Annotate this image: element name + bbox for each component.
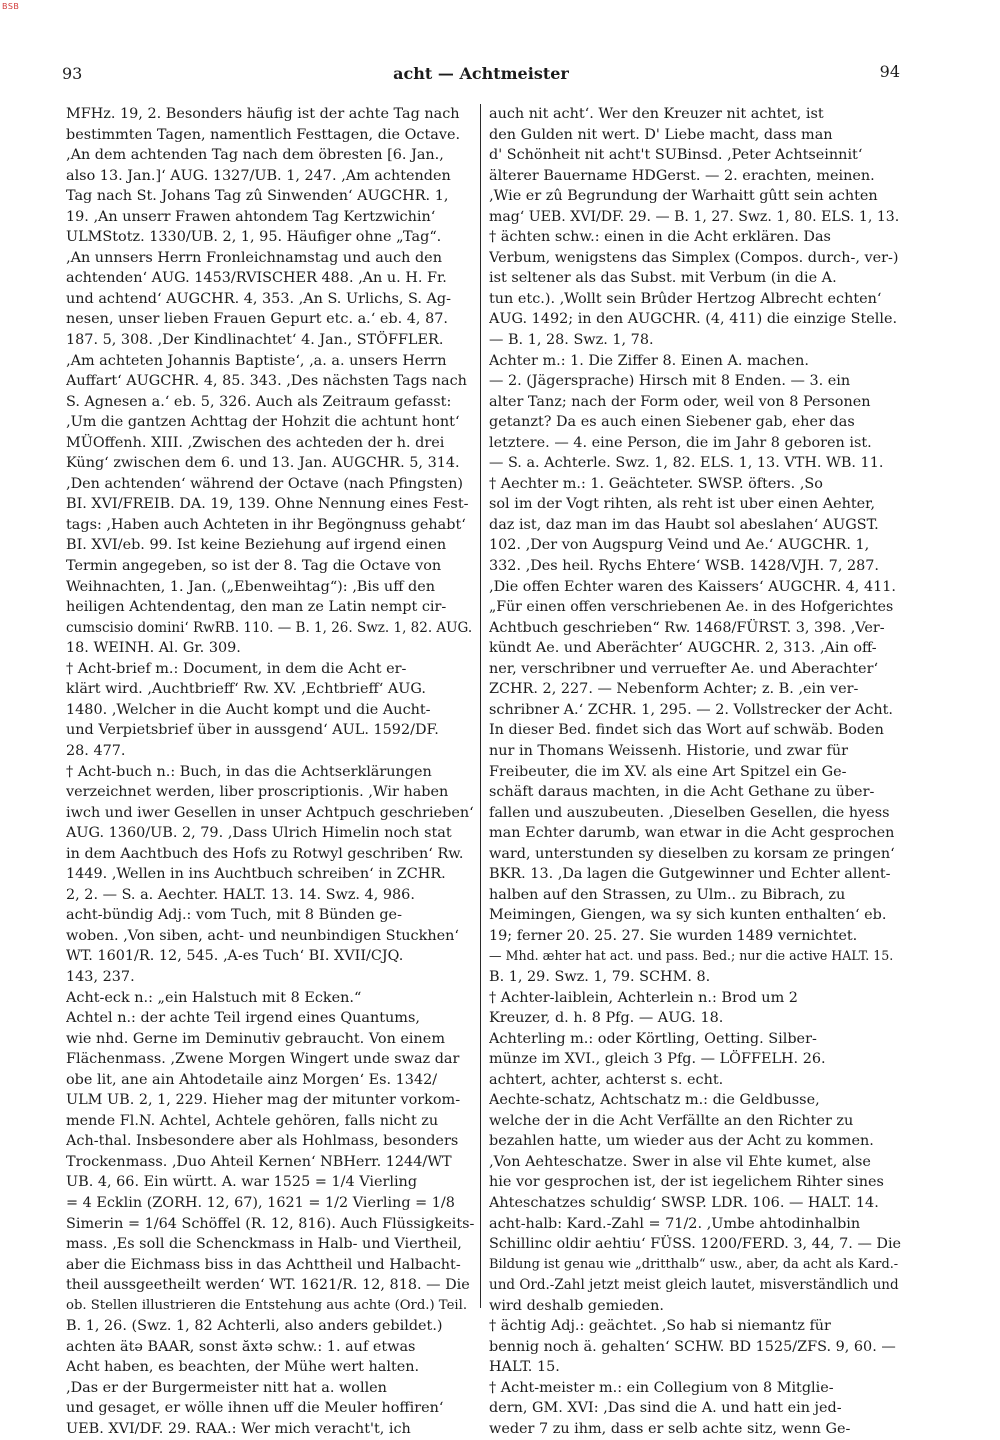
text-line: ‚Die offen Echter waren des Kaissers‘ AUGCHR. 4, 411. [489, 578, 896, 595]
text-line: ist seltener als das Subst. mit Verbum (in die A. [489, 270, 837, 287]
text-line: HALT. 15. [489, 1359, 560, 1376]
text-line: woben. ‚Von siben, acht- und neunbindigen Stuckhen‘ [66, 927, 459, 944]
text-line: und Verpietsbrief über in aussgend‘ AUL. 1592/DF. [66, 722, 439, 739]
text-line: ‚An unnsers Herrn Fronleichnamstag und auch den [66, 249, 442, 266]
text-line: B. 1, 26. (Swz. 1, 82 Achterli, also anders gebildet.) [66, 1318, 443, 1335]
text-line: verzeichnet werden, liber proscriptionis. ‚Wir haben [66, 784, 449, 801]
text-line: ZCHR. 2, 227. — Nebenform Achter; z. B. ‚ein ver- [489, 681, 859, 698]
text-line: schribner A.‘ ZCHR. 1, 295. — 2. Vollstrecker der Acht. [489, 701, 894, 718]
text-line: S. Agnesen a.‘ eb. 5, 326. Auch als Zeitraum gefasst: [66, 393, 452, 410]
text-line: † Acht-buch n.: Buch, in das die Achtserklärungen [66, 763, 432, 780]
text-line: Schillinc oldir aehtiu‘ FÜSS. 1200/FERD. 3, 44, 7. — Die [489, 1236, 901, 1253]
text-line: Kreuzer, d. h. 8 Pfg. — AUG. 18. [489, 1010, 724, 1027]
text-line: wie nhd. Gerne im Deminutiv gebraucht. Von einem [66, 1030, 445, 1047]
text-line: † Achter-laiblein, Achterlein n.: Brod um 2 [489, 989, 798, 1006]
text-line: UEB. XVI/DF. 29. RAA.: Wer mich veracht't, ich [66, 1421, 411, 1437]
text-line: münze im XVI., gleich 3 Pfg. — LÖFFELH. 26. [489, 1051, 826, 1068]
text-line: AUG. 1360/UB. 2, 79. ‚Dass Ulrich Himelin noch stat [66, 825, 452, 842]
text-line: aber die Eichmass biss in das Achttheil und Halbacht- [66, 1256, 461, 1273]
text-line: UB. 4, 66. Ein württ. A. war 1525 = 1/4 Vierling [66, 1174, 418, 1191]
text-line: MFHz. 19, 2. Besonders häufig ist der achte Tag nach [66, 106, 460, 122]
text-line: B. 1, 29. Swz. 1, 79. SCHM. 8. [489, 968, 711, 985]
text-line: mass. ‚Es soll die Schenckmass in Halb- und Viertheil, [66, 1236, 462, 1253]
text-line: † ächten schw.: einen in die Acht erklären. Das [489, 229, 831, 246]
text-line: BI. XVI/FREIB. DA. 19, 139. Ohne Nennung eines Fest- [66, 496, 469, 513]
text-line: acht-bündig Adj.: vom Tuch, mit 8 Bünden ge- [66, 907, 402, 924]
text-line: WT. 1601/R. 12, 545. ‚A-es Tuch‘ BI. XVII/CJQ. [66, 948, 404, 965]
text-line: Termin angegeben, so ist der 8. Tag die Octave von [66, 558, 442, 575]
text-line: tun etc.). ‚Wollt sein Brûder Hertzog Albrecht echten‘ [489, 290, 882, 307]
text-line: = 4 Ecklin (ZORH. 12, 67), 1621 = 1/2 Vierling = 1/8 [66, 1194, 455, 1211]
text-line: mag‘ UEB. XVI/DF. 29. — B. 1, 27. Swz. 1, 80. ELS. 1, 13. [489, 208, 900, 225]
text-line: kündt Ae. und Aberächter‘ AUGCHR. 2, 313. ‚Ain off- [489, 640, 877, 657]
text-line: ‚Den achtenden‘ während der Octave (nach Pfingsten) [66, 475, 464, 492]
text-line: — Mhd. æhter hat act. und pass. Bed.; nur die active HALT. 15. [489, 948, 894, 964]
column-divider [480, 104, 481, 1308]
text-line: 19; ferner 20. 25. 27. Sie wurden 1489 vernichtet. [489, 927, 858, 944]
text-line: halben auf den Strassen, zu Ulm.. zu Bibrach, zu [489, 886, 846, 903]
running-title: acht — Achtmeister [393, 64, 569, 83]
text-line: ‚An dem achtenden Tag nach dem öbresten [6. Jan., [66, 147, 444, 164]
text-line: theil aussgeetheilt werden‘ WT. 1621/R. 12, 818. — Die [66, 1277, 470, 1294]
text-line: achten ätə BAAR, sonst ăxtə schw.: 1. auf etwas [66, 1338, 416, 1355]
text-line: bestimmten Tagen, namentlich Festtagen, die Octave. [66, 126, 461, 143]
text-line: † Aechter m.: 1. Geächteter. SWSP. öfters. ‚So [489, 475, 823, 492]
page-number-right: 94 [879, 62, 900, 81]
text-line: Ahteschatzes schuldig‘ SWSP. LDR. 106. — HALT. 14. [489, 1194, 879, 1211]
text-line: ‚Das er der Burgermeister nitt hat a. wollen [66, 1379, 387, 1396]
text-line: AUG. 1492; in den AUGCHR. (4, 411) die einzige Stelle. [489, 311, 898, 328]
text-line: „Für einen offen verschriebenen Ae. in des Hofgerichtes [489, 599, 894, 616]
text-line: ob. Stellen illustrieren die Entstehung aus achte (Ord.) Teil. [66, 1297, 468, 1313]
text-line: dern, GM. XVI: ‚Das sind die A. und hatt ein jed- [489, 1400, 842, 1417]
text-line: Achterling m.: oder Körtling, Oetting. Silber- [489, 1030, 817, 1047]
text-line: ULM UB. 2, 1, 229. Hieher mag der mitunter vorkom- [66, 1092, 461, 1109]
text-line: ner, verschribner und verruefter Ae. und Aberachter‘ [489, 660, 879, 677]
text-line: Ach-thal. Insbesondere aber als Hohlmass, besonders [66, 1133, 459, 1150]
text-line: bezahlen hatte, um wieder aus der Acht zu kommen. [489, 1133, 874, 1150]
text-line: mende Fl.N. Achtel, Achtele gehören, falls nicht zu [66, 1112, 439, 1129]
text-line: ‚Um die gantzen Achttag der Hohzit die achtunt hont‘ [66, 414, 460, 431]
text-line: letztere. — 4. eine Person, die im Jahr 8 geboren ist. [489, 434, 872, 451]
text-line: 332. ‚Des heil. Rychs Ehtere‘ WSB. 1428/VJH. 7, 287. [489, 558, 880, 575]
text-line: ward, unterstunden sy dieselben zu korsam ze pringen‘ [489, 845, 895, 862]
text-line: Acht haben, es beachten, der Mühe wert halten. [66, 1359, 420, 1376]
text-line: obe lit, ane ain Ahtodetaile ainz Morgen‘ Es. 1342/ [66, 1071, 438, 1088]
text-line: alter Tanz; nach der Form oder, weil von 8 Personen [489, 393, 871, 410]
text-line: Weihnachten, 1. Jan. („Ebenweihtag“): ‚Bis uff den [66, 578, 435, 595]
text-line: getanzt? Da es auch einen Siebener gab, eher das [489, 414, 855, 431]
text-line: sol im der Vogt rihten, als reht ist uber einen Aehter, [489, 496, 876, 513]
text-line: Freibeuter, die im XV. als eine Art Spitzel ein Ge- [489, 763, 847, 780]
text-line: hie vor gesprochen ist, der ist iegelichem Rihter sines [489, 1174, 884, 1191]
text-line: ‚Am achteten Johannis Baptiste‘, ‚a. a. unsers Herrn [66, 352, 447, 369]
page-header [62, 62, 900, 86]
text-line: 1449. ‚Wellen in ins Auchtbuch schreiben‘ in ZCHR. [66, 866, 446, 883]
text-line: den Gulden nit wert. D' Liebe macht, dass man [489, 126, 833, 143]
text-line: 2, 2. — S. a. Aechter. HALT. 13. 14. Swz. 4, 986. [66, 886, 415, 903]
text-line: und gesaget, er wölle ihnen uff die Meuler hoffiren‘ [66, 1400, 444, 1417]
text-line: MÜOffenh. XIII. ‚Zwischen des achteden der h. drei [66, 434, 445, 451]
text-line: wird deshalb gemieden. [489, 1297, 664, 1314]
text-line: also 13. Jan.]‘ AUG. 1327/UB. 1, 247. ‚Am achtenden [66, 167, 451, 184]
text-line: ‚Von Aehteschatze. Swer in alse vil Ehte kumet, alse [489, 1153, 871, 1170]
text-line: weder 7 zu ihm, dass er selb achte sitz, wenn Ge- [489, 1421, 851, 1437]
left-column [66, 104, 474, 1440]
text-line: und Ord.-Zahl jetzt meist gleich lautet, misverständlich und [489, 1277, 899, 1294]
text-line: Flächenmass. ‚Zwene Morgen Wingert unde swaz dar [66, 1051, 460, 1068]
text-line: Achtbuch geschrieben“ Rw. 1468/FÜRST. 3, 398. ‚Ver- [489, 619, 885, 636]
text-line: 18. WEINH. Al. Gr. 309. [66, 640, 241, 657]
text-line: cumscisio domini‘ RwRB. 110. — B. 1, 26. Swz. 1, 82. AUG. [66, 619, 473, 636]
text-line: bennig noch ä. gehalten‘ SCHW. BD 1525/ZFS. 9, 60. — [489, 1338, 896, 1355]
text-line: 102. ‚Der von Augspurg Veind und Ae.‘ AUGCHR. 1, [489, 537, 870, 554]
text-line: achtenden‘ AUG. 1453/RVISCHER 488. ‚An u. H. Fr. [66, 270, 447, 287]
text-line: Meimingen, Giengen, wa sy sich kunten enthalten‘ eb. [489, 907, 887, 924]
text-line: d' Schönheit nit acht't SUBinsd. ‚Peter Achtseinnit‘ [489, 147, 863, 164]
text-line: Trockenmass. ‚Duo Ahteil Kernen‘ NBHerr. 1244/WT [66, 1153, 452, 1170]
text-line: Bildung ist genau wie „dritthalb“ usw., aber, da acht als Kard.- [489, 1256, 899, 1272]
right-column [489, 104, 901, 1440]
text-line: — 2. (Jägersprache) Hirsch mit 8 Enden. — 3. ein [489, 373, 851, 390]
text-line: ULMStotz. 1330/UB. 2, 1, 95. Häufiger ohne „Tag“. [66, 229, 442, 246]
text-line: † Acht-brief m.: Document, in dem die Acht er- [66, 660, 407, 677]
text-line: iwch und iwer Gesellen in unser Achtpuch geschrieben‘ [66, 804, 474, 821]
text-line: tags: ‚Haben auch Achteten in ihr Begöngnuss gehabt‘ [66, 516, 466, 533]
text-line: — S. a. Achterle. Swz. 1, 82. ELS. 1, 13. VTH. WB. 11. [489, 455, 884, 472]
text-line: ‚Wie er zû Begrundung der Warhaitt gûtt sein achten [489, 188, 878, 205]
text-line: in dem Aachtbuch des Hofs zu Rotwyl geschriben‘ Rw. [66, 845, 464, 862]
text-line: schäft daraus machten, in die Acht Gethane zu über- [489, 784, 875, 801]
text-line: nur in Thomans Weissenh. Historie, und zwar für [489, 742, 848, 759]
text-line: 28. 477. [66, 742, 126, 759]
text-line: Acht-eck n.: „ein Halstuch mit 8 Ecken.“ [66, 989, 362, 1006]
library-stamp: BSB [2, 2, 20, 11]
text-line: Achter m.: 1. Die Ziffer 8. Einen A. machen. [489, 352, 809, 369]
text-line: und achtend‘ AUGCHR. 4, 353. ‚An S. Urlichs, S. Ag- [66, 290, 451, 307]
text-line: 19. ‚An unserr Frawen ahtondem Tag Kertzwichin‘ [66, 208, 436, 225]
text-line: heiligen Achtendentag, den man ze Latin nempt cir- [66, 599, 447, 616]
text-line: Auffart‘ AUGCHR. 4, 85. 343. ‚Des nächsten Tags nach [66, 373, 467, 390]
text-line: — B. 1, 28. Swz. 1, 78. [489, 332, 654, 349]
text-line: † ächtig Adj.: geächtet. ‚So hab si niemantz für [489, 1318, 831, 1335]
text-line: Aechte-schatz, Achtschatz m.: die Geldbusse, [489, 1092, 820, 1109]
text-line: Verbum, wenigstens das Simplex (Compos. durch-, ver-) [489, 249, 899, 266]
text-line: 187. 5, 308. ‚Der Kindlinachtet‘ 4. Jan., STÖFFLER. [66, 332, 444, 349]
text-line: 143, 237. [66, 968, 135, 985]
text-line: klärt wird. ‚Auchtbrieff‘ Rw. XV. ‚Echtbrieff‘ AUG. [66, 681, 426, 698]
text-line: welche der in die Acht Verfällte an den Richter zu [489, 1112, 854, 1129]
text-line: † Acht-meister m.: ein Collegium von 8 Mitglie- [489, 1379, 834, 1396]
text-line: Achtel n.: der achte Teil irgend eines Quantums, [66, 1010, 420, 1027]
text-line: In dieser Bed. findet sich das Wort auf schwäb. Boden [489, 722, 884, 739]
text-line: BI. XVI/eb. 99. Ist keine Beziehung auf irgend einen [66, 537, 447, 554]
text-line: daz ist, daz man im das Haubt sol abeslahen‘ AUGST. [489, 516, 879, 533]
text-line: achtert, achter, achterst s. echt. [489, 1071, 724, 1088]
page-number-left: 93 [62, 64, 83, 83]
text-line: BKR. 13. ‚Da lagen die Gutgewinner und Echter allent- [489, 866, 891, 883]
text-line: Tag nach St. Johans Tag zû Sinwenden‘ AUGCHR. 1, [66, 188, 449, 205]
text-line: auch nit acht‘. Wer den Kreuzer nit achtet, ist [489, 106, 824, 122]
text-line: Simerin = 1/64 Schöffel (R. 12, 816). Auch Flüssigkeits- [66, 1215, 474, 1232]
text-line: nesen, unser lieben Frauen Gepurt etc. a.‘ eb. 4, 87. [66, 311, 448, 328]
text-line: Küng‘ zwischen dem 6. und 13. Jan. AUGCHR. 5, 314. [66, 455, 460, 472]
text-line: fallen und auszubeuten. ‚Dieselben Gesellen, die hyess [489, 804, 890, 821]
text-line: älterer Bauername HDGerst. — 2. erachten, meinen. [489, 167, 875, 184]
text-line: man Echter darumb, wan etwar in die Acht gesprochen [489, 825, 895, 842]
text-line: acht-halb: Kard.-Zahl = 71/2. ‚Umbe ahtodinhalbin [489, 1215, 861, 1232]
text-line: 1480. ‚Welcher in die Aucht kompt und die Aucht- [66, 701, 431, 718]
